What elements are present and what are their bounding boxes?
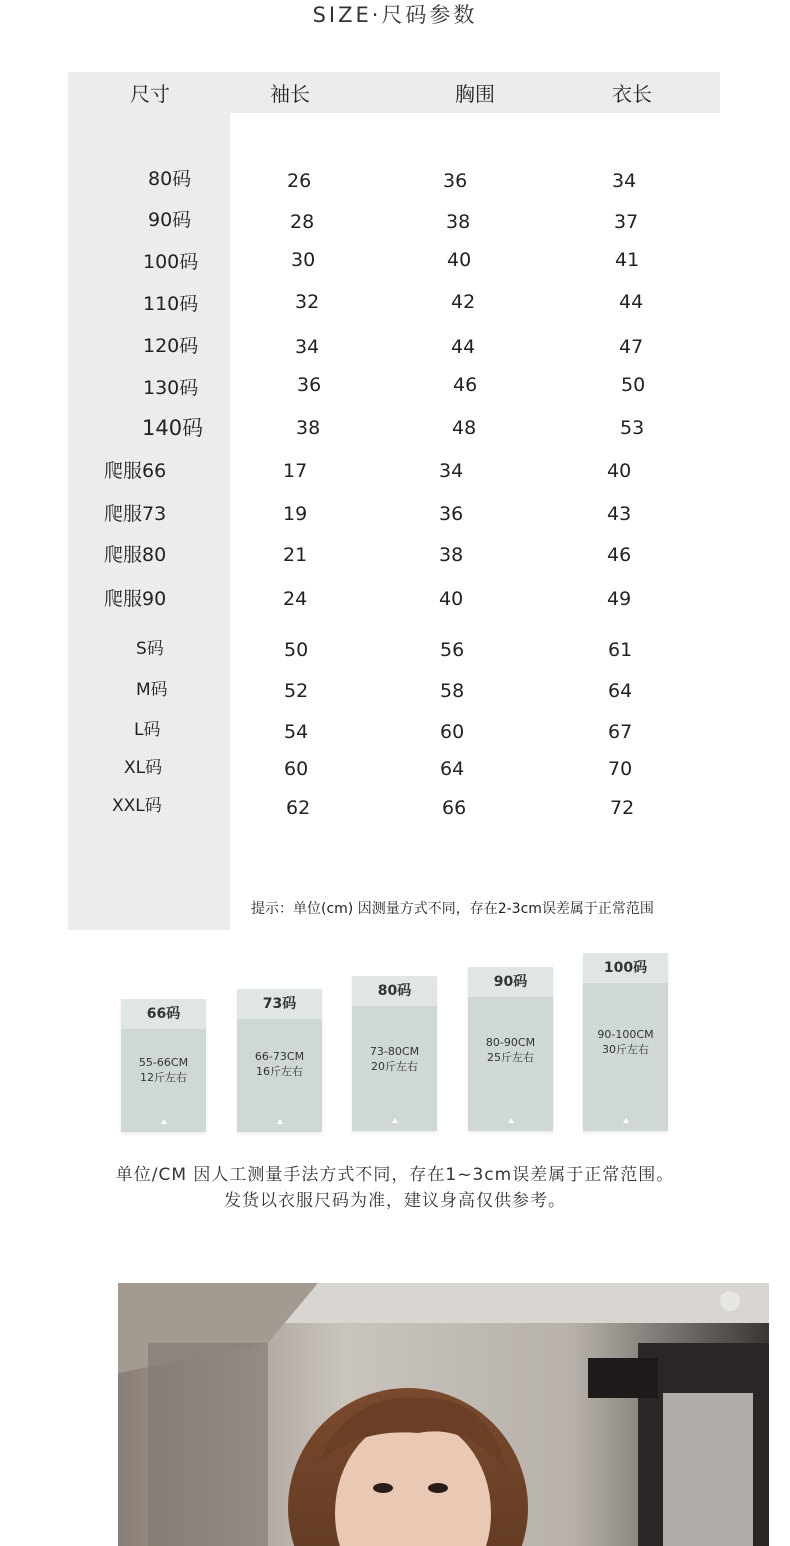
tag-label: 73码: [237, 989, 322, 1019]
tag-weight: 12斤左右: [140, 1071, 187, 1084]
tag-label: 66码: [121, 999, 206, 1029]
row-sleeve: 32: [295, 291, 320, 313]
row-size: 110码: [143, 293, 199, 315]
tag-height: 66-73CM: [254, 1050, 305, 1063]
row-chest: 36: [443, 170, 468, 192]
model-photo: [118, 1283, 769, 1546]
row-chest: 58: [440, 680, 465, 702]
row-length: 46: [607, 544, 632, 566]
page-title: SIZE·尺码参数: [312, 3, 478, 27]
row-size: 100码: [143, 251, 199, 273]
size-tag-66: [121, 999, 206, 1132]
row-chest: 44: [451, 336, 476, 358]
row-chest: 60: [440, 721, 465, 743]
tag-info: [583, 1027, 668, 1057]
row-size: 爬服90: [104, 588, 167, 610]
tag-height: 55-66CM: [138, 1056, 189, 1069]
tag-height: 80-90CM: [485, 1036, 536, 1049]
row-sleeve: 36: [297, 374, 322, 396]
row-size: 80码: [148, 168, 192, 190]
mall-scene-image: [118, 1283, 769, 1546]
header-length: 衣长: [612, 82, 652, 106]
unit-note-line1: 单位/CM 因人工测量手法方式不同，存在1~3cm误差属于正常范围。: [115, 1165, 675, 1185]
hang-hole-icon: [161, 1119, 167, 1124]
row-length: 44: [619, 291, 644, 313]
row-size: XXL码: [112, 796, 162, 816]
row-size: 140码: [142, 416, 204, 440]
hang-hole-icon: [623, 1118, 629, 1123]
row-chest: 40: [447, 249, 472, 271]
unit-note-line2: 发货以衣服尺码为准，建议身高仅供参考。: [224, 1191, 566, 1211]
row-sleeve: 26: [287, 170, 312, 192]
row-length: 49: [607, 588, 632, 610]
size-tag-80: [352, 976, 437, 1131]
row-sleeve: 54: [284, 721, 309, 743]
row-chest: 46: [453, 374, 478, 396]
row-size: 爬服66: [104, 460, 167, 482]
size-tag-100: [583, 953, 668, 1131]
row-size: 爬服73: [104, 503, 167, 525]
row-size: XL码: [124, 758, 163, 778]
row-length: 70: [608, 758, 633, 780]
row-sleeve: 17: [283, 460, 308, 482]
row-length: 47: [619, 336, 644, 358]
row-size: M码: [136, 680, 168, 700]
row-chest: 38: [439, 544, 464, 566]
tag-label: 90码: [468, 967, 553, 997]
row-chest: 66: [442, 797, 467, 819]
tag-weight: 25斤左右: [487, 1051, 534, 1064]
row-size: 爬服80: [104, 544, 167, 566]
row-sleeve: 21: [283, 544, 308, 566]
size-tag-90: [468, 967, 553, 1131]
row-length: 37: [614, 211, 639, 233]
hang-hole-icon: [277, 1119, 283, 1124]
row-sleeve: 60: [284, 758, 309, 780]
row-size: 130码: [143, 377, 199, 399]
row-chest: 40: [439, 588, 464, 610]
header-size: 尺寸: [130, 82, 170, 106]
row-length: 34: [612, 170, 637, 192]
size-tag-73: [237, 989, 322, 1132]
tag-info: [237, 1049, 322, 1079]
hang-hole-icon: [392, 1118, 398, 1123]
row-length: 67: [608, 721, 633, 743]
tag-weight: 20斤左右: [371, 1060, 418, 1073]
tag-info: [121, 1055, 206, 1085]
tag-height: 90-100CM: [597, 1028, 654, 1041]
row-sleeve: 52: [284, 680, 309, 702]
row-chest: 56: [440, 639, 465, 661]
row-sleeve: 34: [295, 336, 320, 358]
row-chest: 48: [452, 417, 477, 439]
row-length: 61: [608, 639, 633, 661]
tag-weight: 30斤左右: [602, 1043, 649, 1056]
row-size: S码: [136, 639, 164, 659]
row-length: 40: [607, 460, 632, 482]
row-sleeve: 24: [283, 588, 308, 610]
row-size: L码: [134, 720, 161, 740]
tag-info: [352, 1044, 437, 1074]
row-size: 120码: [143, 335, 199, 357]
row-size: 90码: [148, 209, 192, 231]
row-length: 41: [615, 249, 640, 271]
row-length: 50: [621, 374, 646, 396]
row-sleeve: 62: [286, 797, 311, 819]
row-chest: 64: [440, 758, 465, 780]
row-chest: 38: [446, 211, 471, 233]
row-sleeve: 19: [283, 503, 308, 525]
row-chest: 34: [439, 460, 464, 482]
tag-label: 80码: [352, 976, 437, 1006]
row-length: 64: [608, 680, 633, 702]
row-length: 53: [620, 417, 645, 439]
row-sleeve: 28: [290, 211, 315, 233]
tag-label: 100码: [583, 953, 668, 983]
row-sleeve: 38: [296, 417, 321, 439]
row-length: 43: [607, 503, 632, 525]
hang-hole-icon: [508, 1118, 514, 1123]
row-chest: 42: [451, 291, 476, 313]
measurement-tip: 提示：单位(cm) 因测量方式不同，存在2-3cm误差属于正常范围: [251, 901, 654, 917]
tag-info: [468, 1035, 553, 1065]
tag-weight: 16斤左右: [256, 1065, 303, 1078]
row-sleeve: 50: [284, 639, 309, 661]
row-length: 72: [610, 797, 635, 819]
header-chest: 胸围: [455, 82, 495, 106]
header-sleeve: 袖长: [270, 82, 310, 106]
row-chest: 36: [439, 503, 464, 525]
row-sleeve: 30: [291, 249, 316, 271]
tag-height: 73-80CM: [369, 1045, 420, 1058]
